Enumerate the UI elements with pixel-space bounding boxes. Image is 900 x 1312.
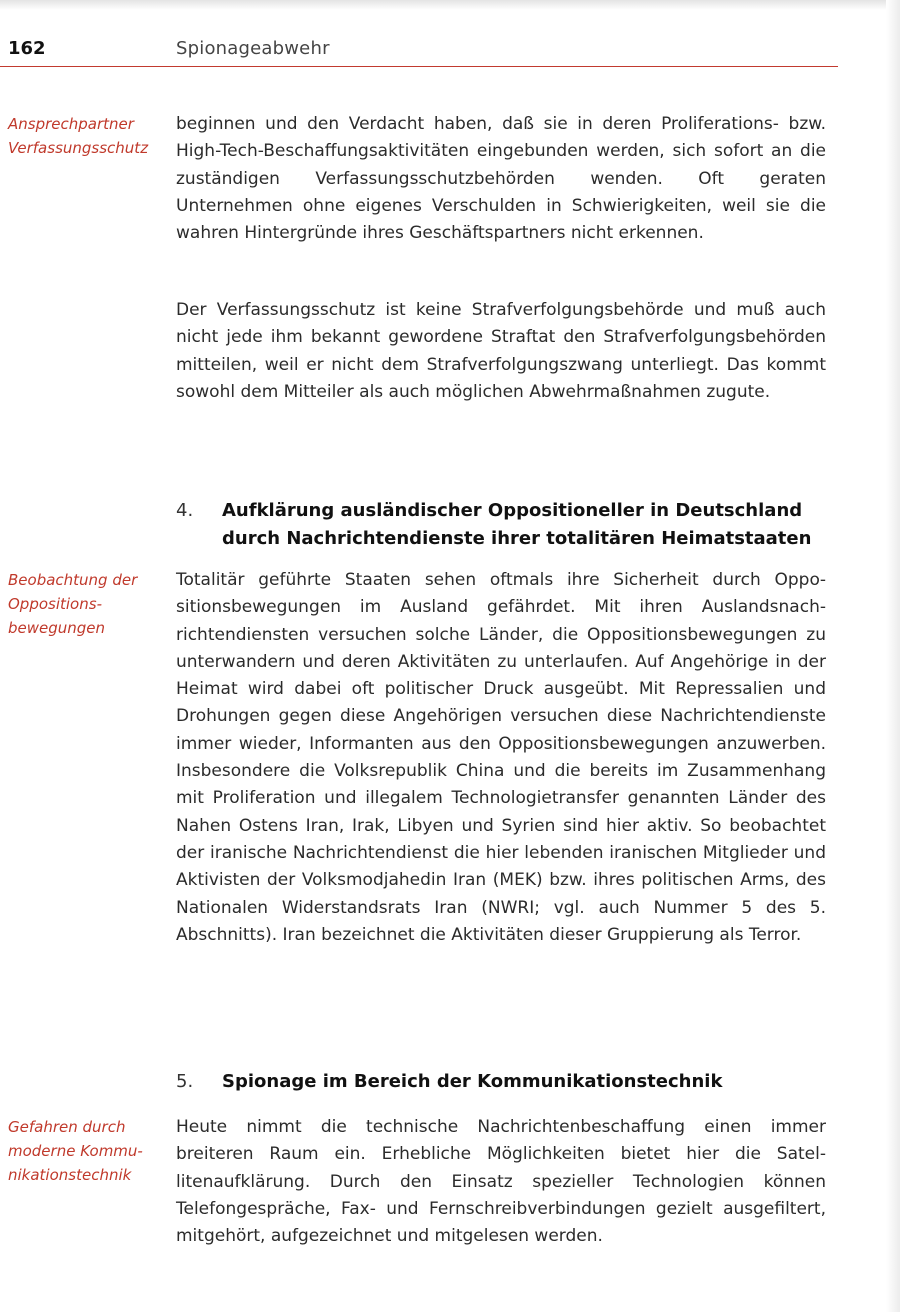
paragraph-verfassungsschutz: Der Verfassungsschutz ist keine Strafverfolgungsbehörde und muß auch nicht jede ihm bekannt gewordene Straftat den Strafverfolgungsbehörden mitteilen, weil er nicht dem Strafverfolgungszwang unterliegt. Das kommt sowohl dem Mitteiler als auch möglichen Abwehrmaßnahmen zugute. — [176, 300, 826, 402]
running-title: Spionageabwehr — [176, 38, 330, 59]
margin-note-ansprechpartner: Ansprechpartner Verfassungsschutz — [8, 115, 149, 157]
margin-note-beobachtung: Beobachtung der Oppositionsbewegungen — [8, 571, 138, 637]
paragraph-ansprechpartner: beginnen und den Verdacht haben, daß sie in deren Proliferations- bzw. High-Tech-Beschaffungsaktivitäten eingebunden werden, sich sofort an die zuständigen Verfassungsschutzbehörden wenden. Oft geraten Unternehmen ohne eigenes Verschulden in Schwierigkeiten, weil sie die wahren Hintergründe ihres Geschäftspartners nicht erkennen. — [176, 114, 826, 244]
paragraph-oppositionelle: Totalitär geführte Staaten sehen oftmals ihre Sicherheit durch Oppositionsbewegungen im Ausland gefährdet. Mit ihren Auslandsnachrichtendiensten versuchen solche Länder, die Oppositionsbewegungen zu unterwandern und deren Aktivitäten zu unterlaufen. Auf Angehörige in der Heimat wird dabei oft politischer Druck ausgeübt. Mit Repressalien und Drohungen gegen diese Angehörigen versuchen diese Nachrichtendienste immer wieder, Informanten aus den Oppositionsbewegungen anzuwerben. Insbesondere die Volksrepublik China und die bereits im Zusammenhang mit Proliferation und illegalem Technologietransfer genannten Länder des Nahen Ostens Iran, Irak, Libyen und Syrien sind hier aktiv. So beobachtet der iranische Nachrichtendienst die hier lebenden iranischen Mitglieder und Aktivisten der Volksmodjahedin Iran (MEK) bzw. ihres politischen Arms, des Nationalen Widerstandsrats Iran (NWRI; vgl. auch Nummer 5 des 5. Abschnitts). Iran bezeichnet die Aktivitäten dieser Gruppierung als Terror. — [176, 570, 826, 945]
margin-note-gefahren: Gefahren durch moderne Kommunikationstechnik — [8, 1118, 143, 1184]
page-header — [0, 34, 900, 74]
section-number-4: 4. — [176, 500, 194, 521]
scan-edge-right — [886, 0, 900, 1312]
section-heading-5 — [176, 1068, 836, 1096]
section-heading-4 — [176, 497, 836, 553]
paragraph-kommunikationstechnik: Heute nimmt die technische Nachrichtenbeschaffung einen immer breiteren Raum ein. Erhebliche Möglichkeiten bietet hier die Satellitenaufklärung. Durch den Einsatz spezieller Technologien können Telefongespräche, Fax- und Fernschreibverbindungen gezielt ausgefiltert, mitgehört, aufgezeichnet und mitgelesen werden. — [176, 1117, 826, 1247]
header-rule — [0, 66, 838, 67]
section-title-4: Aufklärung ausländischer Oppositioneller in Deutschland durch Nachrichtendienste ihrer totalitären Heimatstaaten — [222, 500, 812, 549]
section-number-5: 5. — [176, 1071, 194, 1092]
scan-edge-top — [0, 0, 900, 10]
page-number: 162 — [8, 38, 46, 59]
section-title-5: Spionage im Bereich der Kommunikationstechnik — [222, 1071, 723, 1092]
